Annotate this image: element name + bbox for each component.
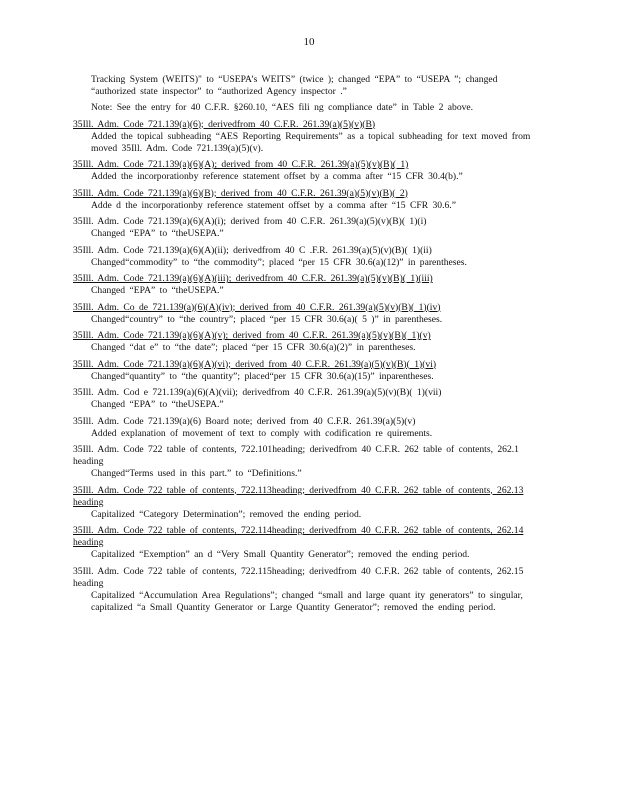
entry-body: Capitalized “Category Determination”; removed the ending period.	[91, 508, 362, 520]
entry	[73, 485, 533, 521]
entry-body: Added the incorporationby reference statement offset by a comma after “15 CFR 30.4(b).”	[91, 171, 463, 182]
entry-heading: 35Ill. Adm. Code 722 table of contents, 722.101heading; derivedfrom 40 C.F.R. 262 table of contents, 262.1 heading	[73, 444, 519, 467]
entry-heading: 35Ill. Adm. Code 721.139(a)(6)(A)(v); derived from 40 C.F.R. 261.39(a)(5)(v)(B)( 1)(v)	[73, 330, 431, 341]
entry-heading: 35Ill. Adm. Code 721.139(a)(6)(A); derived from 40 C.F.R. 261.39(a)(5)(v)(B)( 1)	[73, 159, 409, 170]
entry-body: Changed “EPA” to “theUSEPA.”	[91, 399, 224, 410]
entry-heading: 35Ill. Adm. Code 722 table of contents, 722.114heading; derivedfrom 40 C.F.R. 262 table of contents, 262.14 heading	[73, 525, 524, 548]
entry-body: Adde d the incorporationby reference statement offset by a comma after “15 CFR 30.6.”	[91, 199, 456, 211]
entry-body: Changed “EPA” to “theUSEPA.”	[91, 228, 224, 239]
entry	[73, 216, 533, 240]
intro-entry	[73, 74, 533, 114]
entry	[73, 188, 533, 212]
entry-body: Changed “dat e” to “the date”; placed “per 15 CFR 30.6(a)(2)” in parentheses.	[91, 342, 416, 353]
entry	[73, 330, 533, 354]
entry-body: Changed “EPA” to “theUSEPA.”	[91, 285, 224, 296]
entry	[73, 245, 533, 269]
entry	[73, 444, 533, 480]
entry-heading: 35Ill. Adm. Code 721.139(a)(6)(A)(i); derived from 40 C.F.R. 261.39(a)(5)(v)(B)( 1)(i)	[73, 216, 427, 227]
entry	[73, 566, 533, 614]
entry-heading: 35Ill. Adm. Cod e 721.139(a)(6)(A)(vii); derivedfrom 40 C.F.R. 261.39(a)(5)(v)(B)( 1)(vii)	[73, 387, 442, 398]
entry-body: Changed“country” to “the country”; placed “per 15 CFR 30.6(a)( 5 )” in parentheses.	[91, 313, 443, 325]
entry	[73, 302, 533, 326]
entry-heading: 35Ill. Adm. Code 721.139(a)(6)(B); derived from 40 C.F.R. 261.39(a)(5)(v)(B)( 2)	[73, 187, 408, 199]
entry-heading: 35Ill. Adm. Code 721.139(a)(6); derivedfrom 40 C.F.R. 261.39(a)(5)(v)(B)	[73, 118, 376, 130]
page-number: 10	[303, 36, 315, 48]
intro-note: Note: See the entry for 40 C.F.R. §260.10, “AES fili ng compliance date” in Table 2 above.	[91, 102, 474, 113]
entry	[73, 525, 533, 561]
entry-heading: 35Ill. Adm. Co de 721.139(a)(6)(A)(iv); derived from 40 C.F.R. 261.39(a)(5)(v)(B)( 1)(iv)	[73, 301, 441, 313]
entry-body: Added the topical subheading “AES Reporting Requirements” as a topical subheading for text moved from moved 35Ill. Adm. Code 721.139(a)(5)(v).	[91, 130, 531, 154]
entry-heading: 35Ill. Adm. Code 721.139(a)(6)(A)(ii); derivedfrom 40 C .F.R. 261.39(a)(5)(v)(B)( 1)(ii)	[73, 244, 432, 256]
entry	[73, 359, 533, 383]
entry-heading: 35Ill. Adm. Code 722 table of contents, 722.113heading; derivedfrom 40 C.F.R. 262 table of contents, 262.13 heading	[73, 484, 524, 508]
entry-heading: 35Ill. Adm. Code 721.139(a)(6)(A)(vi); derived from 40 C.F.R. 261.39(a)(5)(v)(B)( 1)(vi)	[73, 358, 437, 370]
intro-text: Tracking System (WEITS)" to “USEPA’s WEITS” (twice ); changed “EPA” to “USEPA ”; changed “authorized state inspector” to “authorized Agency inspector .”	[91, 74, 498, 97]
entry-heading: 35Ill. Adm. Code 721.139(a)(6) Board note; derived from 40 C.F.R. 261.39(a)(5)(v)	[73, 415, 416, 427]
entry	[73, 416, 533, 440]
entry-body: Capitalized “Exemption” an d “Very Small Quantity Generator”; removed the ending period.	[91, 549, 470, 560]
entry-body: Changed“quantity” to “the quantity”; placed“per 15 CFR 30.6(a)(15)” inparentheses.	[91, 370, 434, 382]
entry	[73, 273, 533, 297]
entry	[73, 119, 533, 155]
entry-body: Changed“commodity” to “the commodity”; placed “per 15 CFR 30.6(a)(12)” in parentheses.	[91, 256, 467, 268]
entry-body: Changed“Terms used in this part.” to “Definitions.”	[91, 468, 302, 479]
entry-body: Capitalized “Accumulation Area Regulations”; changed “small and large quant ity generators” to singular, capitalized “a Small Quantity Generator or Large Quantity Generator”; removed the ending period.	[91, 589, 523, 613]
entries-list	[73, 74, 533, 618]
entry-heading: 35Ill. Adm. Code 722 table of contents, 722.115heading; derivedfrom 40 C.F.R. 262 table of contents, 262.15 heading	[73, 565, 524, 589]
entry	[73, 387, 533, 411]
entry-body: Added explanation of movement of text to comply with codification re quirements.	[91, 427, 433, 439]
entry-heading: 35Ill. Adm. Code 721.139(a)(6)(A)(iii); derivedfrom 40 C.F.R. 261.39(a)(5)(v)(B)( 1)(iii)	[73, 273, 433, 284]
entry	[73, 159, 533, 183]
